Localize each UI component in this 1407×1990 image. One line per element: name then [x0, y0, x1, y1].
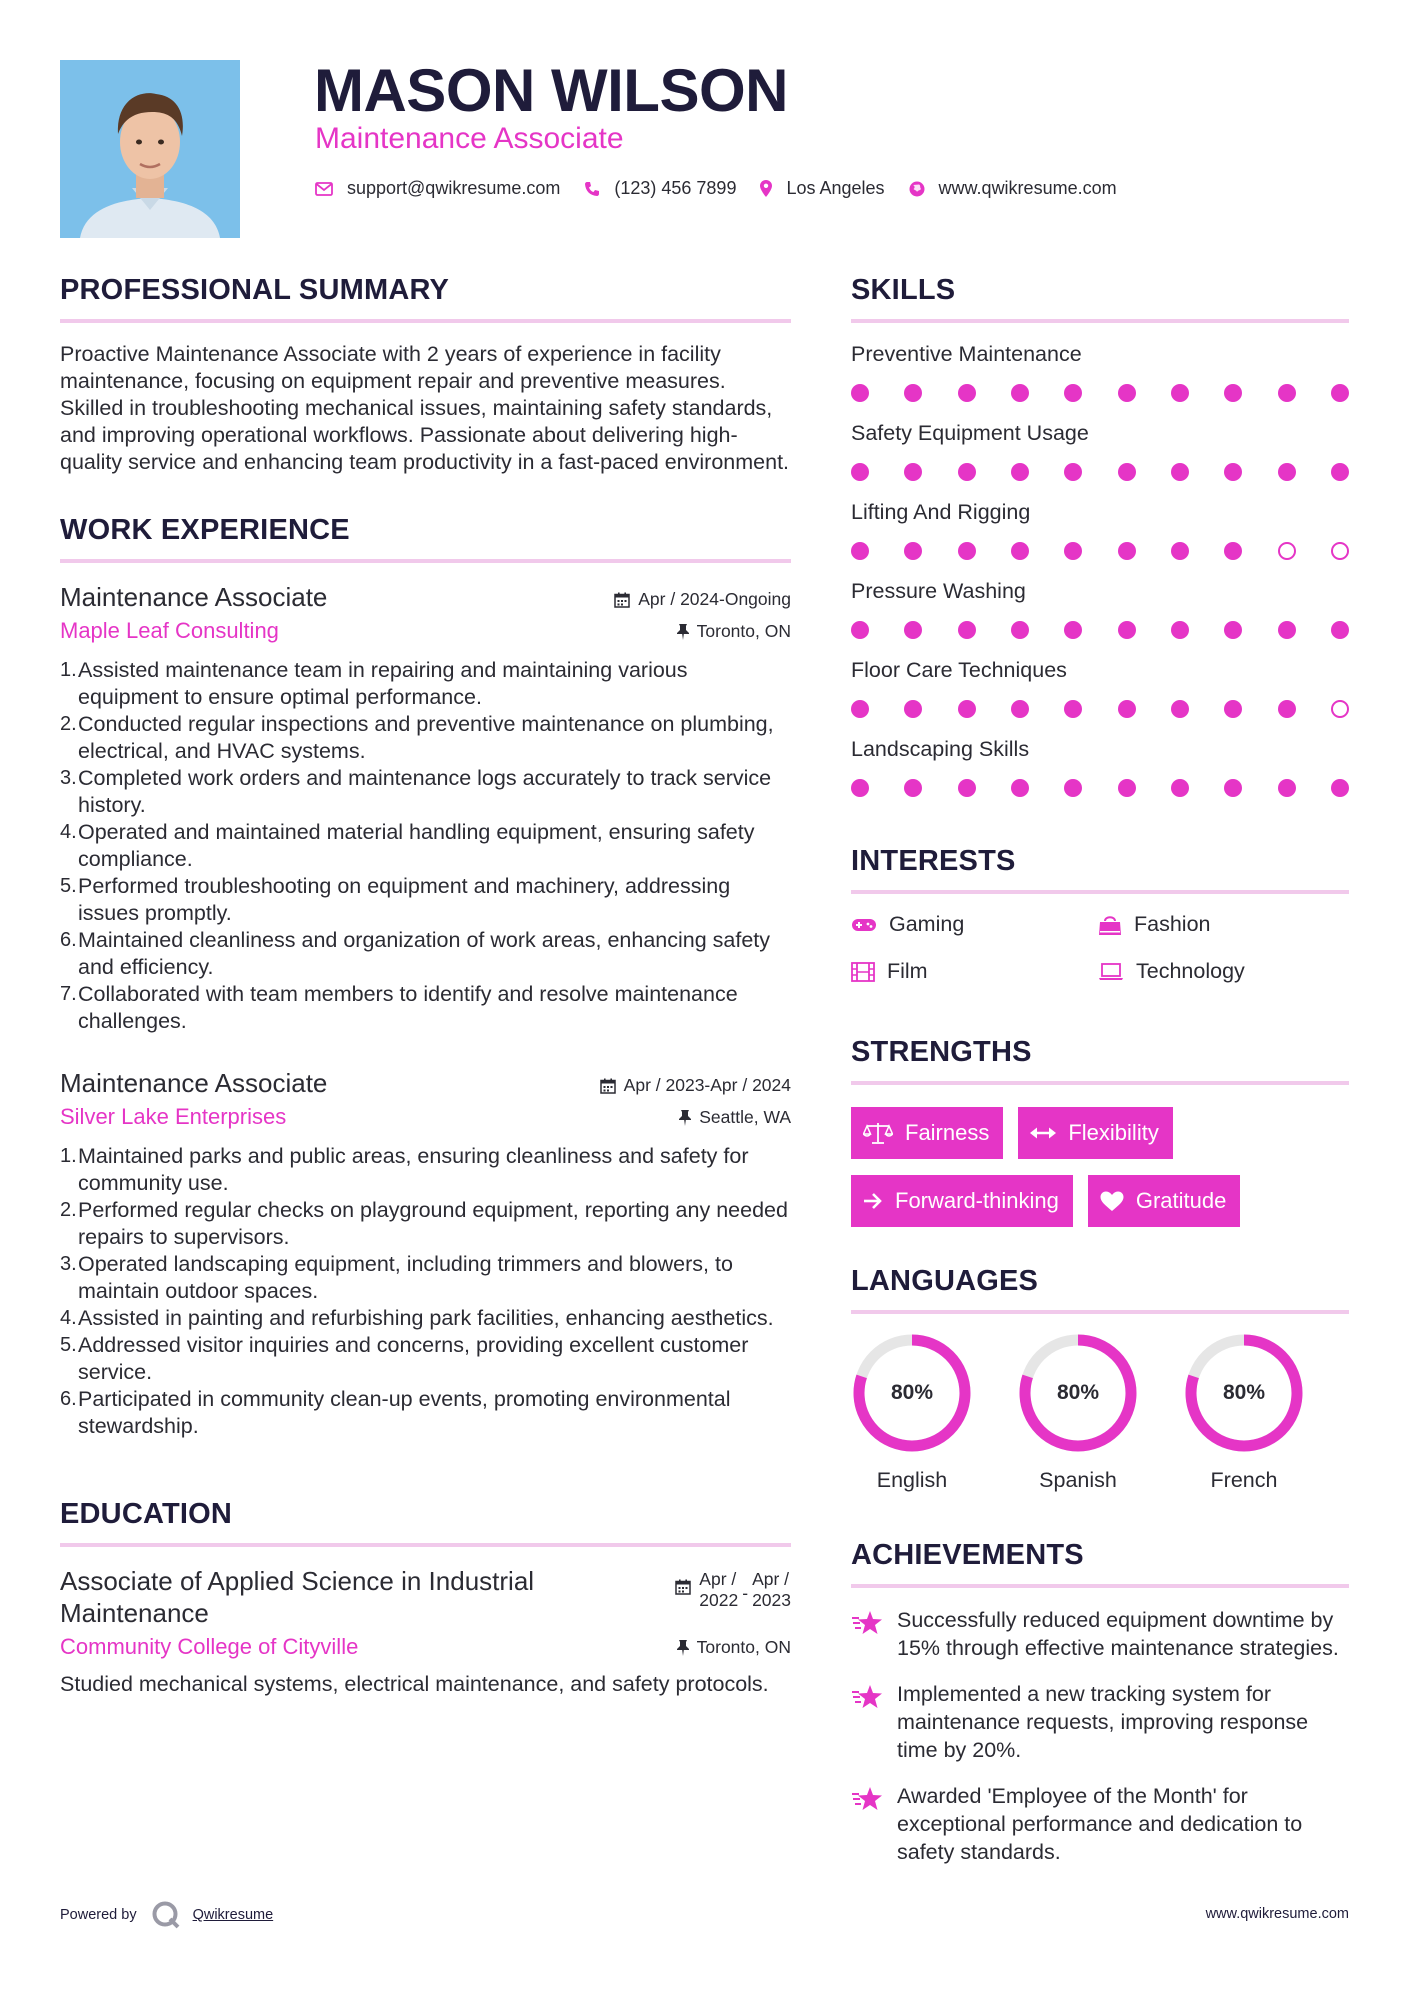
- interest-label: Film: [887, 959, 928, 983]
- list-item: 1. Maintained parks and public areas, ensuring cleanliness and safety for community use.: [60, 1144, 749, 1195]
- interest-item: [1098, 912, 1338, 937]
- rating-dot-filled: [1011, 384, 1029, 402]
- star-award-icon: [851, 1684, 883, 1710]
- skills-section: [851, 274, 1349, 797]
- education-location-text: Toronto, ON: [696, 1637, 791, 1657]
- strength-chip: [1088, 1175, 1241, 1227]
- job-date-text: Apr / 2023-Apr / 2024: [623, 1075, 791, 1095]
- interest-item: [851, 912, 1098, 937]
- left-column: [60, 274, 791, 1698]
- shopping-bag-icon: [1098, 914, 1122, 936]
- edu-date-end-line2: 2023: [752, 1590, 791, 1610]
- map-pin-icon: [760, 180, 772, 197]
- rating-dot-filled: [1171, 700, 1189, 718]
- rating-dot-filled: [904, 384, 922, 402]
- contact-website-text: www.qwikresume.com: [938, 178, 1117, 198]
- rating-dot-filled: [1278, 779, 1296, 797]
- rating-dot-filled: [1171, 621, 1189, 639]
- rating-dot-filled: [1064, 384, 1082, 402]
- list-item: 2. Conducted regular inspections and preventive maintenance on plumbing, electrical, and HVAC systems.: [60, 712, 774, 763]
- summary-text: Proactive Maintenance Associate with 2 years of experience in facility maintenance, focusing on equipment repair and preventive measures. Skilled in troubleshooting mechanical issues, maintaining safety standards, and improving operational workflows. Passionate about delivering high-quality service and enhancing team productivity in a fast-paced environment.: [60, 342, 790, 474]
- contact-location-text: Los Angeles: [786, 178, 885, 198]
- job-location: [677, 621, 791, 642]
- languages-section: [851, 1265, 1349, 1493]
- list-item: 4. Operated and maintained material handling equipment, ensuring safety compliance.: [60, 820, 755, 871]
- heart-icon: [1100, 1191, 1124, 1212]
- strength-chip: [851, 1175, 1073, 1227]
- gamepad-icon: [851, 917, 877, 933]
- list-item: 3. Operated landscaping equipment, including trimmers and blowers, to maintain outdoor spaces.: [60, 1252, 733, 1303]
- rating-dot-filled: [1224, 463, 1242, 481]
- contact-phone-text: (123) 456 7899: [614, 178, 737, 198]
- skill-rating: [851, 542, 1349, 560]
- rating-dot-empty: [1331, 542, 1349, 560]
- footer-website[interactable]: www.qwikresume.com: [1205, 1906, 1349, 1922]
- skills-list: [851, 341, 1349, 797]
- skill-rating: [851, 621, 1349, 639]
- rating-dot-filled: [1278, 621, 1296, 639]
- rating-dot-filled: [904, 779, 922, 797]
- rating-dot-filled: [1118, 463, 1136, 481]
- languages-list: [851, 1332, 1349, 1493]
- education-date: [675, 1569, 791, 1611]
- achievements-list: [851, 1606, 1349, 1866]
- edu-date-end-line1: Apr /: [752, 1569, 790, 1589]
- laptop-icon: [1098, 963, 1124, 981]
- rating-dot-filled: [958, 621, 976, 639]
- interest-label: Gaming: [889, 912, 965, 936]
- skill-name: Landscaping Skills: [851, 737, 1030, 761]
- arrow-right-icon: [863, 1192, 883, 1210]
- skill-item: [851, 657, 1349, 718]
- job-location-text: Seattle, WA: [699, 1107, 791, 1127]
- contact-email-text: support@qwikresume.com: [347, 178, 561, 198]
- skill-item: [851, 578, 1349, 639]
- rating-dot-filled: [851, 621, 869, 639]
- rating-dot-filled: [958, 542, 976, 560]
- rating-dot-filled: [1278, 384, 1296, 402]
- experience-divider: [60, 559, 791, 563]
- education-divider: [60, 1543, 791, 1547]
- skills-heading: SKILLS: [851, 274, 956, 306]
- achievements-divider: [851, 1584, 1349, 1588]
- rating-dot-filled: [1224, 384, 1242, 402]
- interests-heading: INTERESTS: [851, 845, 1016, 877]
- summary-divider: [60, 319, 791, 323]
- calendar-icon: [614, 592, 630, 608]
- job-date-text: Apr / 2024-Ongoing: [638, 589, 791, 609]
- school-name: Community College of Cityville: [60, 1634, 359, 1659]
- strengths-section: [851, 1036, 1349, 1227]
- strengths-heading: STRENGTHS: [851, 1036, 1032, 1068]
- interest-label: Fashion: [1134, 912, 1211, 936]
- rating-dot-filled: [1064, 779, 1082, 797]
- skill-rating: [851, 384, 1349, 402]
- skill-rating: [851, 700, 1349, 718]
- job-entry: [60, 1067, 791, 1440]
- contact-bar: [315, 178, 1141, 199]
- pushpin-icon: [679, 1110, 691, 1126]
- rating-dot-filled: [1331, 621, 1349, 639]
- list-item: 3. Completed work orders and maintenance logs accurately to track service history.: [60, 766, 772, 817]
- strength-chip: [1018, 1107, 1172, 1159]
- languages-divider: [851, 1310, 1349, 1314]
- strength-label: Gratitude: [1135, 1188, 1227, 1213]
- rating-dot-filled: [1011, 779, 1029, 797]
- contact-email[interactable]: [315, 178, 560, 199]
- star-award-icon: [851, 1786, 883, 1812]
- calendar-icon: [600, 1078, 616, 1094]
- job-date: [600, 1075, 791, 1096]
- job-duties-list: [60, 1143, 791, 1440]
- rating-dot-filled: [1171, 463, 1189, 481]
- achievement-text: Implemented a new tracking system for maintenance requests, improving response time by 20%.: [897, 1682, 1309, 1762]
- balance-scale-icon: [863, 1122, 893, 1144]
- experience-heading: WORK EXPERIENCE: [60, 514, 350, 546]
- language-item: [1017, 1332, 1183, 1493]
- contact-website[interactable]: [909, 178, 1117, 199]
- rating-dot-filled: [1278, 700, 1296, 718]
- achievements-heading: ACHIEVEMENTS: [851, 1539, 1084, 1571]
- rating-dot-filled: [1064, 463, 1082, 481]
- rating-dot-filled: [1118, 779, 1136, 797]
- skill-item: [851, 341, 1349, 402]
- achievement-item: [851, 1782, 1349, 1866]
- skill-item: [851, 420, 1349, 481]
- rating-dot-filled: [904, 621, 922, 639]
- rating-dot-filled: [1224, 779, 1242, 797]
- rating-dot-filled: [1224, 700, 1242, 718]
- education-section: [60, 1498, 791, 1698]
- rating-dot-filled: [1171, 542, 1189, 560]
- skill-rating: [851, 779, 1349, 797]
- language-item: [1183, 1332, 1349, 1493]
- interests-section: [851, 845, 1349, 984]
- candidate-title: Maintenance Associate: [315, 122, 624, 155]
- edu-date-start-line1: Apr /: [699, 1569, 737, 1589]
- pushpin-icon: [677, 1640, 689, 1656]
- powered-by-label: Powered by: [60, 1907, 137, 1923]
- list-item: 6. Participated in community clean-up events, promoting environmental stewardship.: [60, 1387, 731, 1438]
- rating-dot-filled: [851, 463, 869, 481]
- rating-dot-filled: [1011, 463, 1029, 481]
- skill-name: Pressure Washing: [851, 579, 1026, 603]
- list-item: 4. Assisted in painting and refurbishing park facilities, enhancing aesthetics.: [60, 1306, 774, 1330]
- candidate-name: MASON WILSON: [314, 57, 788, 124]
- job-location: [679, 1107, 791, 1128]
- interest-item: [851, 959, 1098, 984]
- job-company: Silver Lake Enterprises: [60, 1104, 287, 1129]
- interest-label: Technology: [1136, 959, 1245, 983]
- envelope-icon: [315, 182, 333, 196]
- list-item: 6. Maintained cleanliness and organization of work areas, enhancing safety and efficiency.: [60, 928, 771, 979]
- rating-dot-filled: [958, 700, 976, 718]
- rating-dot-filled: [1011, 700, 1029, 718]
- interests-divider: [851, 890, 1349, 894]
- rating-dot-filled: [904, 542, 922, 560]
- globe-icon: [909, 181, 925, 197]
- rating-dot-filled: [958, 463, 976, 481]
- rating-dot-filled: [1171, 779, 1189, 797]
- language-item: [851, 1332, 1017, 1493]
- rating-dot-filled: [1331, 779, 1349, 797]
- rating-dot-empty: [1278, 542, 1296, 560]
- rating-dot-filled: [1064, 621, 1082, 639]
- right-column: [851, 274, 1349, 1866]
- degree-title: Associate of Applied Science in Industrial Maintenance: [60, 1566, 535, 1628]
- list-item: 2. Performed regular checks on playground equipment, reporting any needed repairs to supervisors.: [60, 1198, 788, 1249]
- rating-dot-filled: [1171, 384, 1189, 402]
- footer-powered-by: [60, 1900, 273, 1930]
- contact-phone[interactable]: [584, 178, 736, 199]
- brand-link[interactable]: Qwikresume: [192, 1907, 274, 1923]
- qwikresume-logo-icon: [151, 1900, 181, 1930]
- rating-dot-filled: [851, 779, 869, 797]
- experience-section: [60, 514, 791, 1440]
- rating-dot-filled: [1278, 463, 1296, 481]
- achievement-text: Successfully reduced equipment downtime by 15% through effective maintenance strategies.: [897, 1608, 1339, 1660]
- rating-dot-filled: [1118, 700, 1136, 718]
- language-percent: 80%: [1222, 1381, 1266, 1404]
- rating-dot-filled: [851, 384, 869, 402]
- arrows-horizontal-icon: [1030, 1126, 1056, 1140]
- skill-rating: [851, 463, 1349, 481]
- job-company: Maple Leaf Consulting: [60, 618, 279, 643]
- rating-dot-filled: [1011, 621, 1029, 639]
- phone-icon: [584, 181, 600, 197]
- achievement-item: [851, 1680, 1349, 1764]
- summary-heading: PROFESSIONAL SUMMARY: [60, 274, 450, 306]
- rating-dot-filled: [851, 700, 869, 718]
- achievement-text: Awarded 'Employee of the Month' for exceptional performance and dedication to safety standards.: [897, 1784, 1303, 1864]
- rating-dot-filled: [1064, 542, 1082, 560]
- skill-name: Preventive Maintenance: [851, 342, 1082, 366]
- job-title: Maintenance Associate: [60, 1068, 328, 1098]
- contact-location: [760, 178, 884, 199]
- skills-divider: [851, 319, 1349, 323]
- rating-dot-filled: [1118, 621, 1136, 639]
- rating-dot-filled: [851, 542, 869, 560]
- list-item: 7. Collaborated with team members to identify and resolve maintenance challenges.: [60, 982, 738, 1033]
- education-location: [677, 1637, 791, 1658]
- pushpin-icon: [677, 624, 689, 640]
- language-name: Spanish: [1039, 1468, 1117, 1492]
- rating-dot-filled: [904, 700, 922, 718]
- language-name: English: [876, 1468, 948, 1492]
- job-entry: [60, 581, 791, 1035]
- rating-dot-filled: [1331, 384, 1349, 402]
- rating-dot-filled: [1011, 542, 1029, 560]
- rating-dot-filled: [1331, 463, 1349, 481]
- calendar-icon: [675, 1579, 691, 1595]
- language-percent: 80%: [890, 1381, 934, 1404]
- summary-section: [60, 274, 791, 476]
- edu-date-separator: -: [742, 1583, 749, 1603]
- achievement-item: [851, 1606, 1349, 1662]
- rating-dot-filled: [1118, 384, 1136, 402]
- rating-dot-filled: [1224, 542, 1242, 560]
- rating-dot-empty: [1331, 700, 1349, 718]
- rating-dot-filled: [1118, 542, 1136, 560]
- list-item: 5. Performed troubleshooting on equipment and machinery, addressing issues promptly.: [60, 874, 731, 925]
- skill-name: Safety Equipment Usage: [851, 421, 1089, 445]
- interests-grid: [851, 912, 1349, 984]
- strength-label: Flexibility: [1068, 1120, 1159, 1145]
- education-description: Studied mechanical systems, electrical maintenance, and safety protocols.: [60, 1672, 769, 1696]
- rating-dot-filled: [904, 463, 922, 481]
- languages-heading: LANGUAGES: [851, 1265, 1039, 1297]
- rating-dot-filled: [1224, 621, 1242, 639]
- language-percent: 80%: [1056, 1381, 1100, 1404]
- edu-date-start-line2: 2022: [699, 1590, 739, 1610]
- skill-item: [851, 499, 1349, 560]
- list-item: 5. Addressed visitor inquiries and concerns, providing excellent customer service.: [60, 1333, 749, 1384]
- list-item: 1. Assisted maintenance team in repairing and maintaining various equipment to ensure optimal performance.: [60, 658, 688, 709]
- strengths-divider: [851, 1081, 1349, 1085]
- rating-dot-filled: [1064, 700, 1082, 718]
- interest-item: [1098, 959, 1338, 984]
- job-date: [614, 589, 791, 610]
- language-name: French: [1210, 1468, 1278, 1492]
- job-duties-list: [60, 657, 791, 1035]
- rating-dot-filled: [958, 779, 976, 797]
- skill-name: Lifting And Rigging: [851, 500, 1031, 524]
- skill-item: [851, 736, 1349, 797]
- strengths-chips: [851, 1107, 1349, 1227]
- profile-photo: [60, 60, 240, 238]
- job-location-text: Toronto, ON: [696, 621, 791, 641]
- strength-label: Forward-thinking: [895, 1188, 1059, 1213]
- strength-chip: [851, 1107, 1003, 1159]
- job-title: Maintenance Associate: [60, 582, 328, 612]
- star-award-icon: [851, 1610, 883, 1636]
- education-heading: EDUCATION: [60, 1498, 233, 1530]
- achievements-section: [851, 1539, 1349, 1866]
- strength-label: Fairness: [905, 1120, 990, 1145]
- rating-dot-filled: [958, 384, 976, 402]
- film-icon: [851, 962, 875, 982]
- skill-name: Floor Care Techniques: [851, 658, 1067, 682]
